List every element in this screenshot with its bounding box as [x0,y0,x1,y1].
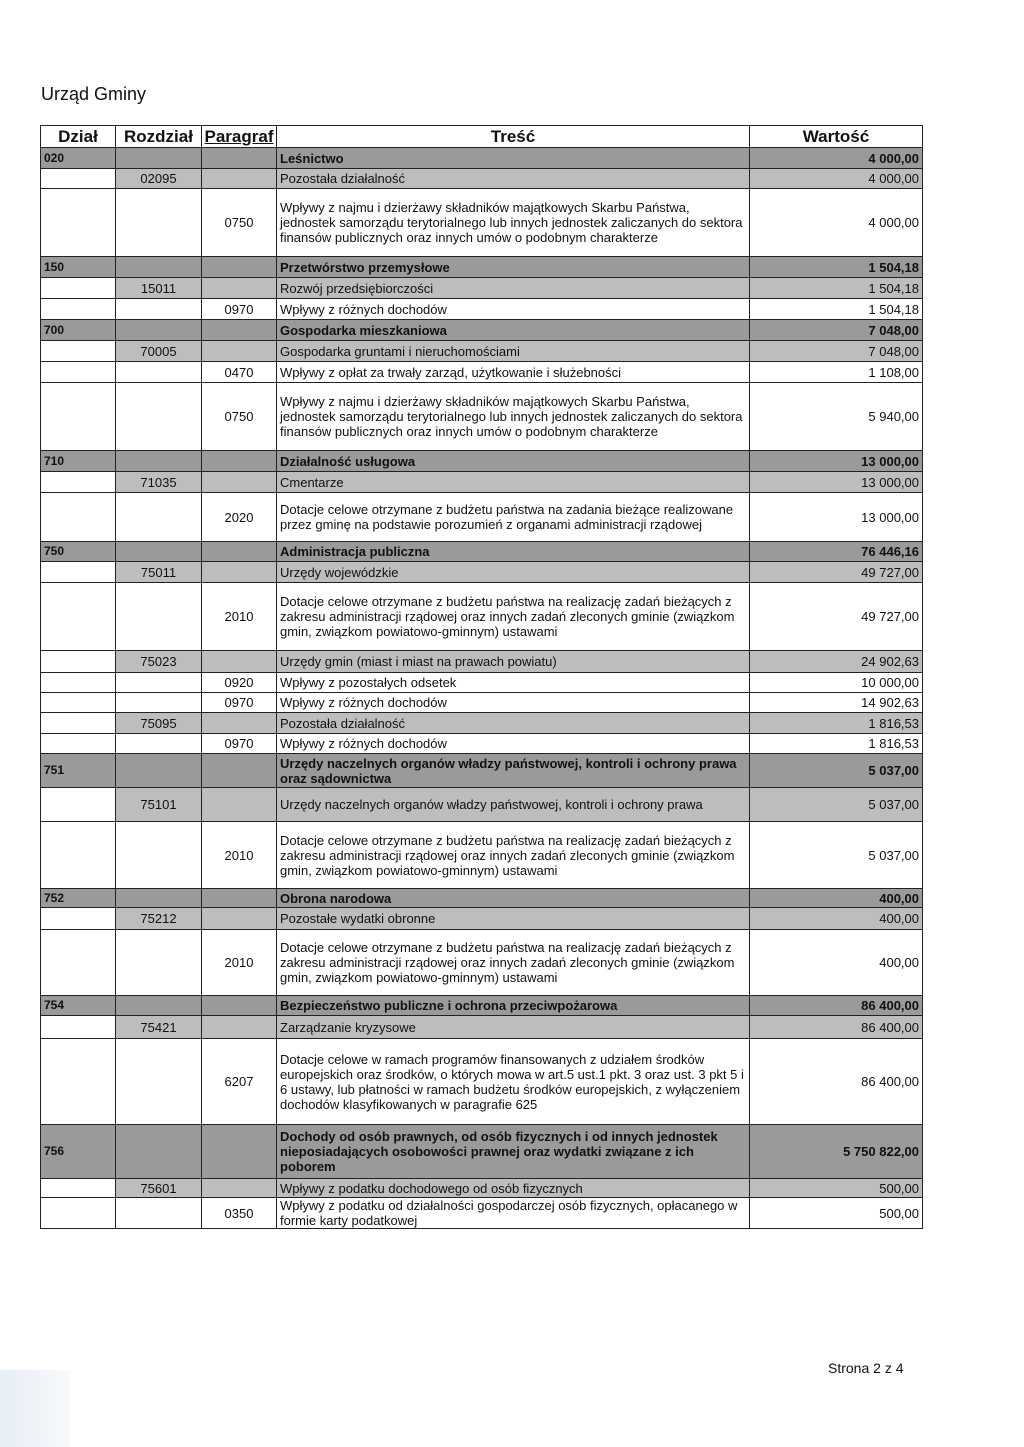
dzial-code-cell [41,788,116,822]
dzial-code-cell: 700 [41,320,116,341]
rozdzial-code-cell [116,1125,202,1179]
paragraf-code-cell: 0350 [202,1198,277,1229]
description-cell: Bezpieczeństwo publiczne i ochrona przeciwpożarowa [277,996,750,1016]
rozdzial-code-cell [116,383,202,451]
rozdzial-code-cell: 75101 [116,788,202,822]
paragraf-row [41,734,923,754]
value-cell: 10 000,00 [750,673,923,693]
header-wartosc: Wartość [750,126,923,148]
rozdzial-code-cell [116,693,202,713]
dzial-code-cell: 750 [41,542,116,562]
description-cell: Dotacje celowe otrzymane z budżetu państwa na zadania bieżące realizowane przez gminę na podstawie porozumień z organami administracji rządowej [277,493,750,542]
rozdzial-code-cell: 71035 [116,472,202,493]
rozdzial-code-cell: 75011 [116,562,202,583]
rozdzial-code-cell [116,734,202,754]
paragraf-code-cell [202,257,277,278]
dzial-code-cell [41,1016,116,1039]
paragraf-code-cell [202,472,277,493]
paragraf-row [41,930,923,996]
rozdzial-code-cell [116,189,202,257]
rozdzial-code-cell [116,493,202,542]
value-cell: 76 446,16 [750,542,923,562]
rozdzial-code-cell [116,889,202,908]
paragraf-code-cell [202,713,277,734]
paragraf-row [41,1198,923,1229]
description-cell: Wpływy z podatku dochodowego od osób fizycznych [277,1179,750,1198]
paragraf-code-cell: 0920 [202,673,277,693]
description-cell: Administracja publiczna [277,542,750,562]
value-cell: 14 902,63 [750,693,923,713]
description-cell: Leśnictwo [277,148,750,169]
paragraf-code-cell: 2010 [202,822,277,889]
dzial-code-cell: 751 [41,754,116,788]
paragraf-code-cell [202,341,277,362]
description-cell: Urzędy naczelnych organów władzy państwowej, kontroli i ochrony prawa [277,788,750,822]
value-cell: 400,00 [750,930,923,996]
paragraf-code-cell [202,451,277,472]
rozdzial-code-cell [116,930,202,996]
paragraf-code-cell [202,1125,277,1179]
value-cell: 5 940,00 [750,383,923,451]
value-cell: 7 048,00 [750,320,923,341]
paragraf-code-cell: 0970 [202,693,277,713]
rozdzial-code-cell [116,583,202,651]
description-cell: Przetwórstwo przemysłowe [277,257,750,278]
paragraf-row [41,583,923,651]
description-cell: Wpływy z najmu i dzierżawy składników majątkowych Skarbu Państwa, jednostek samorządu terytorialnego lub innych jednostek zaliczanych do sektora finansów publicznych oraz innych umów o podobnym charakterze [277,189,750,257]
value-cell: 1 504,18 [750,299,923,320]
rozdzial-code-cell [116,362,202,383]
rozdzial-row [41,651,923,673]
value-cell: 5 750 822,00 [750,1125,923,1179]
rozdzial-code-cell: 70005 [116,341,202,362]
value-cell: 49 727,00 [750,583,923,651]
paragraf-code-cell [202,788,277,822]
value-cell: 86 400,00 [750,996,923,1016]
value-cell: 13 000,00 [750,472,923,493]
description-cell: Wpływy z różnych dochodów [277,693,750,713]
description-cell: Wpływy z podatku od działalności gospodarczej osób fizycznych, opłacanego w formie karty podatkowej [277,1198,750,1229]
description-cell: Działalność usługowa [277,451,750,472]
paragraf-row [41,822,923,889]
rozdzial-code-cell: 75601 [116,1179,202,1198]
value-cell: 13 000,00 [750,451,923,472]
description-cell: Gospodarka mieszkaniowa [277,320,750,341]
description-cell: Pozostałe wydatki obronne [277,908,750,930]
paragraf-code-cell: 2010 [202,930,277,996]
rozdzial-code-cell: 75212 [116,908,202,930]
dzial-row [41,451,923,472]
dzial-row [41,889,923,908]
rozdzial-code-cell: 75095 [116,713,202,734]
paragraf-code-cell: 0970 [202,734,277,754]
dzial-row [41,320,923,341]
paragraf-code-cell [202,542,277,562]
rozdzial-row [41,341,923,362]
description-cell: Wpływy z różnych dochodów [277,734,750,754]
paragraf-row [41,693,923,713]
description-cell: Pozostała działalność [277,713,750,734]
description-cell: Urzędy gmin (miast i miast na prawach powiatu) [277,651,750,673]
dzial-code-cell [41,383,116,451]
description-cell: Wpływy z pozostałych odsetek [277,673,750,693]
value-cell: 5 037,00 [750,822,923,889]
value-cell: 400,00 [750,908,923,930]
dzial-code-cell: 754 [41,996,116,1016]
dzial-row [41,754,923,788]
paragraf-code-cell: 2020 [202,493,277,542]
description-cell: Wpływy z najmu i dzierżawy składników majątkowych Skarbu Państwa, jednostek samorządu terytorialnego lub innych jednostek zaliczanych do sektora finansów publicznych oraz innych umów o podobnym charakterze [277,383,750,451]
rozdzial-code-cell [116,673,202,693]
dzial-code-cell: 752 [41,889,116,908]
paragraf-row [41,299,923,320]
description-cell: Urzędy naczelnych organów władzy państwowej, kontroli i ochrony prawa oraz sądownictwa [277,754,750,788]
paragraf-code-cell [202,754,277,788]
value-cell: 1 816,53 [750,734,923,754]
rozdzial-code-cell [116,1198,202,1229]
rozdzial-row [41,472,923,493]
rozdzial-code-cell [116,542,202,562]
paragraf-code-cell [202,278,277,299]
value-cell: 1 504,18 [750,278,923,299]
office-name: Urząd Gminy [41,84,147,104]
value-cell: 13 000,00 [750,493,923,542]
rozdzial-code-cell [116,257,202,278]
dzial-code-cell [41,1039,116,1125]
dzial-code-cell: 020 [41,148,116,169]
table-header-row [41,126,923,148]
value-cell: 1 816,53 [750,713,923,734]
paragraf-code-cell [202,169,277,189]
paragraf-row [41,383,923,451]
dzial-row [41,1125,923,1179]
dzial-code-cell: 150 [41,257,116,278]
dzial-code-cell [41,562,116,583]
paragraf-code-cell: 0470 [202,362,277,383]
value-cell: 1 108,00 [750,362,923,383]
value-cell: 1 504,18 [750,257,923,278]
dzial-row [41,257,923,278]
dzial-code-cell [41,169,116,189]
description-cell: Urzędy wojewódzkie [277,562,750,583]
dzial-code-cell [41,673,116,693]
dzial-code-cell [41,583,116,651]
dzial-code-cell [41,734,116,754]
rozdzial-row [41,1016,923,1039]
paragraf-code-cell [202,320,277,341]
value-cell: 5 037,00 [750,788,923,822]
paragraf-code-cell [202,651,277,673]
rozdzial-code-cell [116,451,202,472]
budget-table [40,125,923,1229]
paragraf-row [41,362,923,383]
dzial-code-cell [41,1198,116,1229]
rozdzial-code-cell [116,320,202,341]
value-cell: 5 037,00 [750,754,923,788]
dzial-code-cell [41,278,116,299]
value-cell: 24 902,63 [750,651,923,673]
paragraf-code-cell: 0750 [202,189,277,257]
paragraf-code-cell [202,889,277,908]
paragraf-code-cell [202,1016,277,1039]
rozdzial-code-cell: 75421 [116,1016,202,1039]
dzial-code-cell [41,930,116,996]
rozdzial-row [41,1179,923,1198]
rozdzial-code-cell: 75023 [116,651,202,673]
value-cell: 4 000,00 [750,189,923,257]
rozdzial-row [41,788,923,822]
dzial-code-cell [41,908,116,930]
paragraf-row [41,493,923,542]
value-cell: 7 048,00 [750,341,923,362]
value-cell: 4 000,00 [750,148,923,169]
description-cell: Dotacje celowe otrzymane z budżetu państwa na realizację zadań bieżących z zakresu administracji rządowej oraz innych zadań zleconych gminie (związkom gmin, związkom powiatowo-gminnym) ustawami [277,930,750,996]
paragraf-code-cell [202,996,277,1016]
dzial-code-cell [41,1179,116,1198]
paragraf-code-cell: 6207 [202,1039,277,1125]
paragraf-row [41,189,923,257]
rozdzial-code-cell [116,996,202,1016]
dzial-row [41,148,923,169]
rozdzial-code-cell [116,148,202,169]
paragraf-code-cell [202,148,277,169]
dzial-code-cell [41,693,116,713]
dzial-code-cell [41,651,116,673]
value-cell: 49 727,00 [750,562,923,583]
dzial-code-cell [41,493,116,542]
scan-shadow [0,1370,70,1447]
description-cell: Dochody od osób prawnych, od osób fizycznych i od innych jednostek nieposiadających osobowości prawnej oraz wydatki związane z ich poborem [277,1125,750,1179]
paragraf-code-cell [202,1179,277,1198]
paragraf-code-cell: 0970 [202,299,277,320]
paragraf-code-cell: 2010 [202,583,277,651]
dzial-code-cell: 756 [41,1125,116,1179]
paragraf-row [41,673,923,693]
header-tresc: Treść [277,126,750,148]
description-cell: Cmentarze [277,472,750,493]
dzial-code-cell: 710 [41,451,116,472]
dzial-code-cell [41,472,116,493]
description-cell: Pozostała działalność [277,169,750,189]
rozdzial-code-cell [116,299,202,320]
rozdzial-row [41,562,923,583]
dzial-code-cell [41,189,116,257]
value-cell: 500,00 [750,1198,923,1229]
description-cell: Dotacje celowe w ramach programów finansowanych z udziałem środków europejskich oraz środków, o których mowa w art.5 ust.1 pkt. 3 oraz ust. 3 pkt 5 i 6 ustawy, lub płatności w ramach budżetu środków europejskich, z wyłączeniem dochodów klasyfikowanych w paragrafie 625 [277,1039,750,1125]
description-cell: Wpływy z różnych dochodów [277,299,750,320]
dzial-code-cell [41,362,116,383]
dzial-code-cell [41,713,116,734]
dzial-code-cell [41,341,116,362]
dzial-code-cell [41,822,116,889]
value-cell: 500,00 [750,1179,923,1198]
description-cell: Obrona narodowa [277,889,750,908]
dzial-row [41,542,923,562]
table-body [41,148,923,1229]
description-cell: Dotacje celowe otrzymane z budżetu państwa na realizację zadań bieżących z zakresu administracji rządowej oraz innych zadań zleconych gminie (związkom gmin, związkom powiatowo-gminnym) ustawami [277,822,750,889]
rozdzial-row [41,908,923,930]
paragraf-code-cell [202,562,277,583]
page-number: Strona 2 z 4 [828,1360,904,1376]
header-rozdzial: Rozdział [116,126,202,148]
value-cell: 86 400,00 [750,1039,923,1125]
description-cell: Gospodarka gruntami i nieruchomościami [277,341,750,362]
paragraf-code-cell: 0750 [202,383,277,451]
description-cell: Wpływy z opłat za trwały zarząd, użytkowanie i służebności [277,362,750,383]
description-cell: Zarządzanie kryzysowe [277,1016,750,1039]
rozdzial-row [41,278,923,299]
paragraf-row [41,1039,923,1125]
paragraf-code-cell [202,908,277,930]
rozdzial-row [41,169,923,189]
rozdzial-code-cell: 02095 [116,169,202,189]
rozdzial-code-cell [116,822,202,889]
rozdzial-code-cell: 15011 [116,278,202,299]
description-cell: Dotacje celowe otrzymane z budżetu państwa na realizację zadań bieżących z zakresu administracji rządowej oraz innych zadań zleconych gminie (związkom gmin, związkom powiatowo-gminnym) ustawami [277,583,750,651]
value-cell: 400,00 [750,889,923,908]
value-cell: 4 000,00 [750,169,923,189]
rozdzial-code-cell [116,1039,202,1125]
header-dzial: Dział [41,126,116,148]
dzial-code-cell [41,299,116,320]
value-cell: 86 400,00 [750,1016,923,1039]
header-paragraf: Paragraf [202,126,277,148]
rozdzial-code-cell [116,754,202,788]
rozdzial-row [41,713,923,734]
dzial-row [41,996,923,1016]
description-cell: Rozwój przedsiębiorczości [277,278,750,299]
